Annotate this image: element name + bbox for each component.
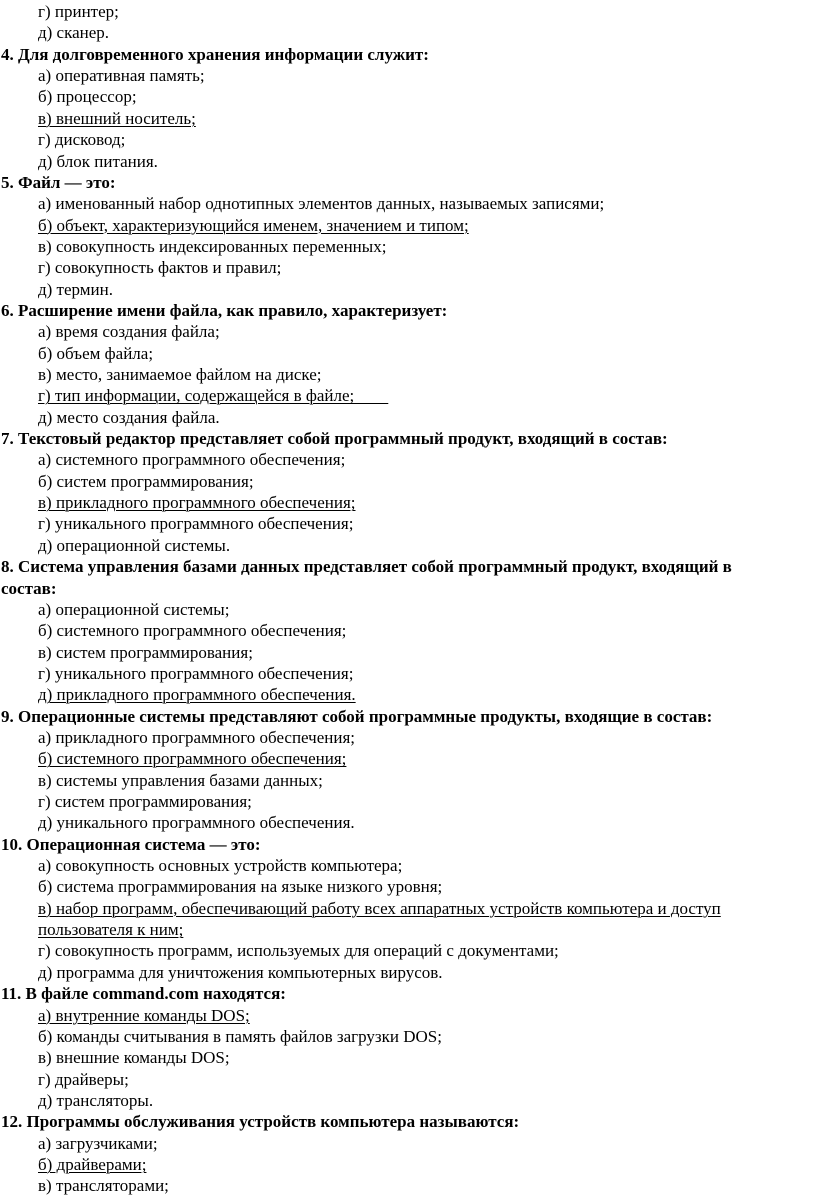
answer-option [38, 1, 119, 22]
answer-option [38, 642, 253, 663]
answer-option [38, 1175, 169, 1196]
answer-option [38, 22, 109, 43]
answer-text: д) уникального программного обеспечения. [38, 813, 355, 833]
question-text: 12. Программы обслуживания устройств компьютера называются: [1, 1112, 520, 1132]
answer-option [38, 898, 721, 919]
answer-option [38, 86, 137, 107]
answer-option [38, 684, 356, 705]
answer-option [38, 962, 443, 983]
answer-option [38, 343, 153, 364]
answer-option [38, 257, 281, 278]
answer-option [38, 620, 346, 641]
correct-answer-text: в) внешний носитель; [38, 108, 196, 128]
answer-text: в) совокупность индексированных переменных; [38, 236, 387, 256]
answer-text: а) системного программного обеспечения; [38, 450, 346, 470]
answer-option [38, 919, 183, 940]
answer-text: б) системного программного обеспечения; [38, 621, 347, 641]
answer-option [38, 236, 386, 257]
answer-option [38, 65, 205, 86]
answer-option [38, 855, 402, 876]
answer-text: а) загрузчиками; [38, 1133, 158, 1153]
answer-text: б) систем программирования; [38, 471, 254, 491]
question-text: 8. Система управления базами данных представляет собой программный продукт, входящий в [1, 557, 732, 577]
answer-text: а) совокупность основных устройств компьютера; [38, 856, 403, 875]
question-heading [1, 300, 447, 321]
question-heading [1, 983, 286, 1004]
answer-text: д) сканер. [38, 23, 110, 43]
answer-option [38, 1047, 230, 1068]
correct-answer-text: д) прикладного программного обеспечения. [38, 685, 356, 705]
answer-option [38, 321, 220, 342]
answer-option [38, 748, 346, 769]
answer-option [38, 535, 230, 556]
correct-answer-text: г) тип информации, содержащейся в файле; [38, 386, 389, 406]
answer-option [38, 663, 353, 684]
question-heading [1, 556, 732, 577]
answer-text: г) драйверы; [38, 1069, 129, 1089]
correct-answer-text: в) набор программ, обеспечивающий работу всех аппаратных устройств компьютера и доступ [38, 898, 721, 918]
answer-text: г) совокупность программ, используемых для операций с документами; [38, 941, 559, 961]
question-text: 10. Операционная система — это: [1, 834, 261, 854]
answer-text: в) систем программирования; [38, 642, 253, 662]
answer-option [38, 1026, 442, 1047]
question-heading [1, 706, 712, 727]
answer-option [38, 812, 355, 833]
answer-text: г) уникального программного обеспечения; [38, 663, 354, 683]
answer-option [38, 1133, 158, 1154]
answer-text: а) операционной системы; [38, 599, 230, 619]
correct-answer-text: б) объект, характеризующийся именем, значением и типом; [38, 215, 469, 235]
answer-option [38, 791, 252, 812]
question-text: 6. Расширение имени файла, как правило, характеризует: [1, 300, 448, 320]
answer-text: в) место, занимаемое файлом на диске; [38, 365, 322, 384]
answer-option [38, 129, 125, 150]
question-heading [1, 578, 57, 599]
question-heading [1, 1111, 519, 1132]
answer-text: г) совокупность фактов и правил; [38, 258, 282, 278]
answer-text: а) время создания файла; [38, 322, 220, 342]
answer-option [38, 876, 442, 897]
question-heading [1, 172, 116, 193]
answer-option [38, 193, 604, 214]
answer-option [38, 471, 254, 492]
question-text: состав: [1, 578, 57, 598]
answer-text: в) системы управления базами данных; [38, 770, 323, 790]
answer-option [38, 599, 229, 620]
correct-answer-text: пользователя к ним; [38, 920, 184, 940]
answer-text: а) прикладного программного обеспечения; [38, 727, 356, 747]
correct-answer-text: а) внутренние команды DOS; [38, 1005, 250, 1025]
answer-text: г) принтер; [38, 2, 119, 21]
answer-option [38, 492, 356, 513]
answer-option [38, 1005, 250, 1026]
answer-option [38, 364, 321, 385]
answer-text: в) трансляторами; [38, 1176, 169, 1196]
answer-option [38, 1154, 146, 1175]
answer-option [38, 449, 345, 470]
answer-text: г) уникального программного обеспечения; [38, 514, 354, 534]
answer-option [38, 513, 353, 534]
answer-option [38, 770, 323, 791]
answer-text: д) термин. [38, 279, 113, 299]
answer-text: б) объем файла; [38, 343, 154, 363]
answer-text: б) система программирования на языке низкого уровня; [38, 877, 443, 897]
question-heading [1, 44, 429, 65]
answer-text: б) команды считывания в память файлов загрузки DOS; [38, 1026, 442, 1046]
answer-text: а) именованный набор однотипных элементов данных, называемых записями; [38, 194, 605, 214]
answer-text: а) оперативная память; [38, 66, 205, 86]
answer-text: д) операционной системы. [38, 535, 231, 555]
question-text: 4. Для долговременного хранения информации служит: [1, 44, 429, 64]
correct-answer-text: б) драйверами; [38, 1154, 147, 1174]
question-text: 7. Текстовый редактор представляет собой программный продукт, входящий в состав: [1, 429, 668, 448]
answer-option [38, 385, 388, 406]
answer-text: б) процессор; [38, 87, 137, 107]
answer-option [38, 1090, 153, 1111]
answer-option [38, 215, 469, 236]
correct-answer-text: б) системного программного обеспечения; [38, 749, 347, 769]
answer-option [38, 151, 158, 172]
question-heading [1, 428, 668, 449]
answer-text: д) программа для уничтожения компьютерных вирусов. [38, 962, 443, 982]
answer-option [38, 279, 113, 300]
answer-text: д) трансляторы. [38, 1090, 154, 1110]
question-text: 11. В файле command.com находятся: [1, 984, 286, 1004]
answer-text: д) место создания файла. [38, 407, 220, 427]
answer-option [38, 407, 220, 428]
question-text: 9. Операционные системы представляют собой программные продукты, входящие в состав: [1, 706, 713, 726]
answer-text: в) внешние команды DOS; [38, 1048, 230, 1068]
answer-text: г) дисковод; [38, 130, 126, 150]
answer-option [38, 1069, 129, 1090]
answer-option [38, 940, 559, 961]
answer-option [38, 727, 355, 748]
answer-text: д) блок питания. [38, 151, 158, 171]
answer-option [38, 108, 196, 129]
question-heading [1, 834, 261, 855]
answer-text: г) систем программирования; [38, 792, 252, 811]
correct-answer-text: в) прикладного программного обеспечения; [38, 493, 356, 513]
question-text: 5. Файл — это: [1, 172, 116, 192]
